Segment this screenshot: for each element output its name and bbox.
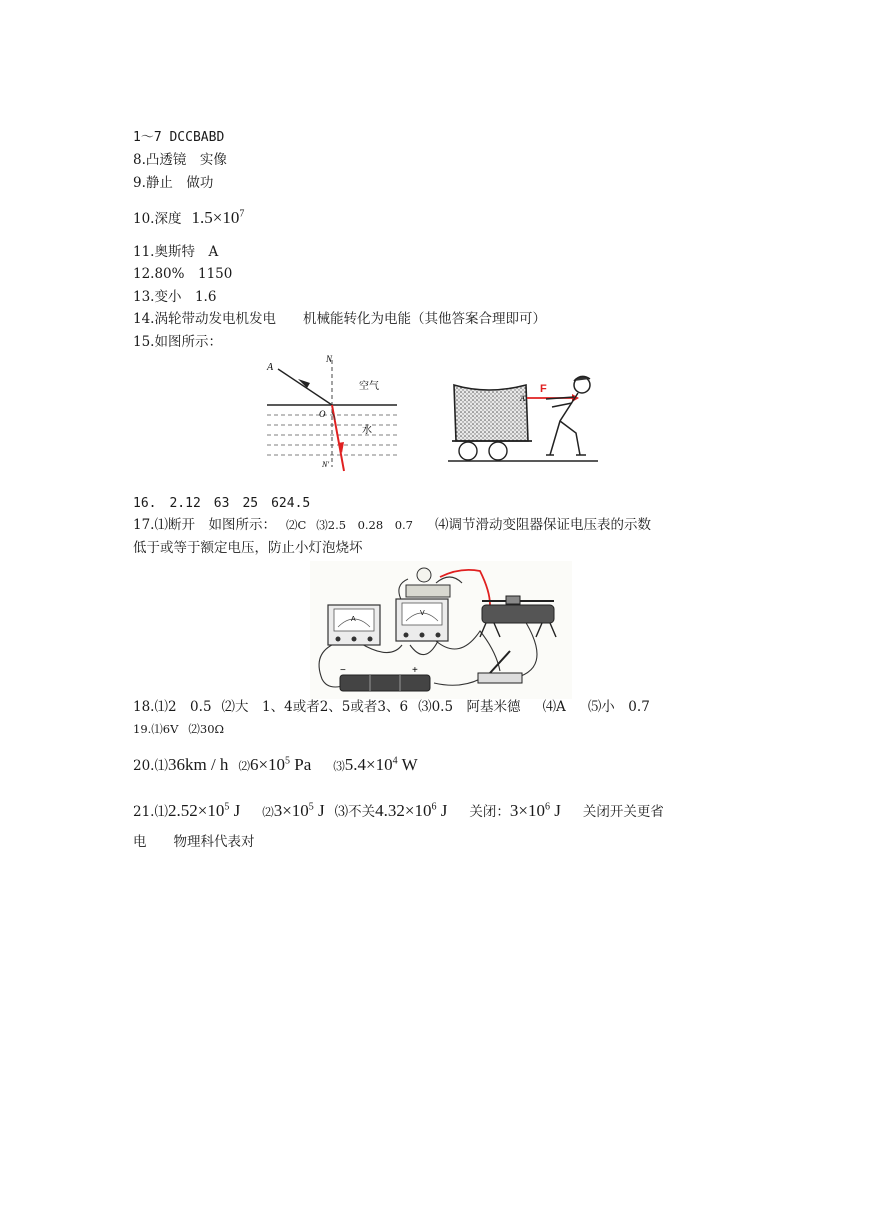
label-a: A <box>267 362 274 373</box>
answer-21-label: 21.⑴ <box>133 804 168 820</box>
circuit-diagram <box>310 561 572 699</box>
battery-plus: + <box>412 665 418 676</box>
answer-18 <box>133 701 650 715</box>
answer-9: 9.静止 做功 <box>133 175 214 191</box>
answer-21-heat: $2.52\times 10^5$ J <box>167 801 241 820</box>
answer-20-part2-label: ⑵ <box>238 759 250 773</box>
cart-push-diagram <box>448 363 603 468</box>
answer-12: 12.80% 1150 <box>133 266 233 282</box>
boy-figure <box>546 376 590 455</box>
answer-10 <box>133 209 244 227</box>
answer-16: 16. 2.12 63 25 624.5 <box>133 496 311 511</box>
answer-20-speed: 36km / h <box>167 755 229 774</box>
answer-17-line1 <box>133 519 651 533</box>
answer-17-part4: ⑷调节滑动变阻器保证电压表的示数 <box>434 517 651 533</box>
answer-14: 14.涡轮带动发电机发电 机械能转化为电能（其他答案合理即可） <box>133 311 546 327</box>
answer-18-part4: ⑷A <box>542 699 566 715</box>
answer-18-part1: 18.⑴2 0.5 <box>133 699 212 715</box>
answer-21-part3-label: ⑶不关 <box>334 804 376 820</box>
answer-21-line2: 电 物理科代表对 <box>133 834 255 850</box>
answer-20-power: $5.4\times 10^4$ W <box>344 755 418 774</box>
answer-21-notoff: $4.32\times 10^6$ J <box>375 801 448 820</box>
answer-13: 13.变小 1.6 <box>133 289 217 305</box>
answer-21-line1 <box>133 802 664 820</box>
answer-21-part2-label: ⑵ <box>262 805 274 819</box>
answer-21-close-label: 关闭： <box>469 804 510 820</box>
label-n-prime: N' <box>322 460 330 469</box>
voltmeter-label: V <box>420 610 425 617</box>
answer-21-close: $3\times 10^6$ J <box>509 801 561 820</box>
answer-21-energy: $3\times 10^5$ J <box>273 801 325 820</box>
answer-21-tail: 关闭开关更省 <box>582 804 664 820</box>
answer-18-part5: ⑸小 0.7 <box>587 699 650 715</box>
label-air: 空气 <box>359 381 379 392</box>
answer-10-label: 10.深度 <box>133 211 182 227</box>
answer-10-value: $1.5\times 10^7$ <box>191 208 245 227</box>
answer-1-7: 1～7 DCCBABD <box>133 130 225 145</box>
answer-18-part2: ⑵大 1、4或者2、5或者3、6 <box>221 699 409 715</box>
answer-19-part2: ⑵30Ω <box>188 722 225 736</box>
answer-17-part1: 17.⑴断开 如图所示： <box>133 517 276 533</box>
voltmeter <box>396 599 448 641</box>
ammeter-label: A <box>351 616 356 623</box>
answer-8: 8.凸透镜 实像 <box>133 152 227 168</box>
refraction-diagram <box>262 355 402 477</box>
ammeter <box>328 605 380 645</box>
label-n: N <box>326 355 333 364</box>
battery-minus: − <box>340 665 346 676</box>
label-f: F <box>540 383 547 395</box>
label-o: O <box>319 409 326 419</box>
label-water: 水 <box>362 425 372 436</box>
answer-19 <box>133 724 224 736</box>
label-cart-a: A <box>520 394 525 403</box>
answer-17-part2: ⑵C <box>285 518 307 532</box>
answer-17-part3: ⑶2.5 0.28 0.7 <box>316 518 413 532</box>
answer-20 <box>133 756 418 774</box>
answer-17-line2: 低于或等于额定电压，防止小灯泡烧坏 <box>133 540 363 556</box>
answer-20-label: 20.⑴ <box>133 758 168 774</box>
answer-19-part1: 19.⑴6V <box>133 722 179 736</box>
answer-20-part3-label: ⑶ <box>333 759 345 773</box>
answer-20-pressure: $6\times 10^5$ Pa <box>249 755 312 774</box>
answer-15: 15.如图所示： <box>133 334 222 350</box>
answer-18-part3: ⑶0.5 阿基米德 <box>418 699 521 715</box>
answer-11: 11.奥斯特 A <box>133 244 219 260</box>
